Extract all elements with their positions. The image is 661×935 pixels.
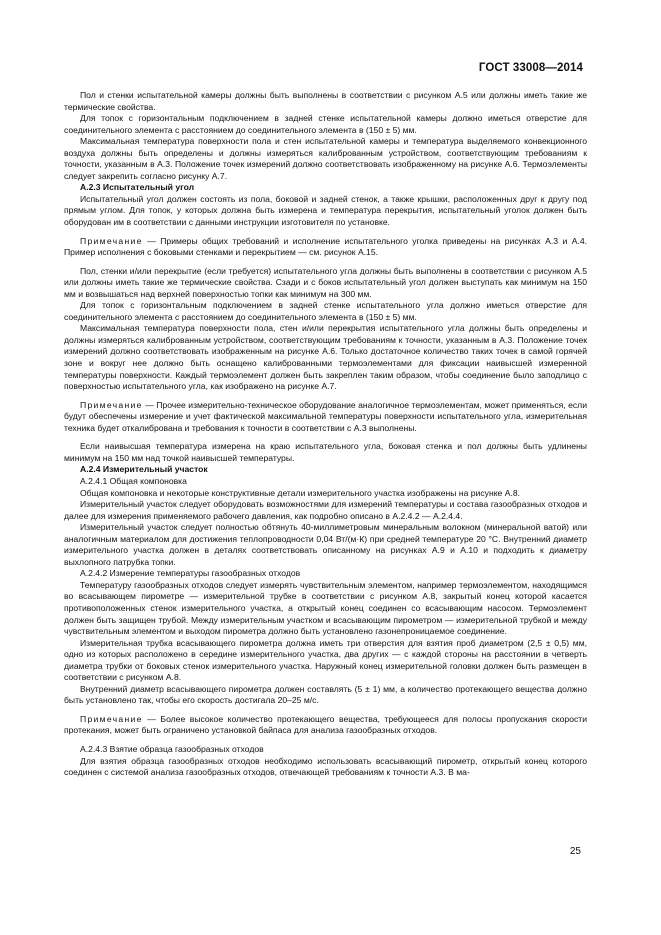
paragraph: Температуру газообразных отходов следует измерять чувствительным элементом, например термоэлементом, находящимся во всасывающем пирометре — измерительной трубке в соответствии с рисунком А.8, закрытый конец которой касается противоположенных стенок измерительного участка, а открытый конец соединен со всасывающим насосом. Термоэлемент должен быть защищен трубой. Между измерительным участком и всасывающим пирометром — измерительной трубкой и между чувствительным элементом и выходом пирометра должно быть установлено газонепроницаемое соединение. bbox=[64, 579, 587, 637]
subsection-heading: А.2.4.2 Измерение температуры газообразных отходов bbox=[80, 568, 301, 579]
document-body bbox=[64, 90, 587, 779]
note bbox=[64, 714, 587, 737]
note-text: — Более высокое количество протекающего вещества, требующееся для полосы пропускания скорости протекания, может быть ограничено установкой байпаса для анализа газообразных отходов. bbox=[64, 713, 588, 736]
paragraph: Испытательный угол должен состоять из пола, боковой и задней стенок, а также крышки, расположенных друг к другу под прямым углом. Для топок, у которых должна быть измерена и температура перекрытия, испытательный уголок должен быть оборудован им в соответствии с данными инструкции изготовителя по установке. bbox=[64, 193, 587, 228]
section-heading: А.2.4 Измерительный участок bbox=[80, 464, 208, 475]
paragraph: Для взятия образца газообразных отходов необходимо использовать всасывающий пирометр, открытый конец которого соединен с системой анализа газообразных отходов, отвечающей требованиям к точности А.3. В ма- bbox=[64, 755, 587, 778]
subsection-heading: А.2.4.1 Общая компоновка bbox=[80, 475, 187, 486]
document-header: ГОСТ 33008—2014 bbox=[478, 62, 583, 74]
note-text: — Прочее измерительно-техническое оборудование аналогичное термоэлементам, может применяться, если будут обеспечены измерение и учет фактической максимальной температуры поверхности испытательного угла, измерительная техника будет откалибрована и требования к точности в соответствии с А.3 выполнены. bbox=[64, 399, 587, 433]
page-number: 25 bbox=[569, 846, 581, 857]
paragraph: Измерительный участок следует оборудовать возможностями для измерений температуры и состава газообразных отходов и далее для измерения применяемого рабочего давления, как подробно описано в А.2.4.2 — А.2.4.4. bbox=[64, 499, 587, 521]
note-label: Примечание bbox=[80, 399, 143, 410]
paragraph: Если наивысшая температура измерена на краю испытательного угла, боковая стенка и пол должны быть удлинены минимум на 150 мм над точкой наивысшей температуры. bbox=[64, 441, 587, 463]
paragraph: Измерительный участок следует полностью обтянуть 40-миллиметровым минеральным волокном (минеральной ватой) или аналогичным материалом для достижения теплопроводности 0,04 Вт/(м·К) при средней температуре 20 °С. Внутренний диаметр измерительного участка должен в деталях соответствовать описанному на рисунках А.9 и А.10 и подходить к диаметру выхлопного патрубка топки. bbox=[64, 522, 587, 567]
subsection-heading: А.2.4.3 Взятие образца газообразных отходов bbox=[80, 743, 264, 754]
paragraph: Пол, стенки и/или перекрытие (если требуется) испытательного угла должны быть выполнены в соответствии с рисунком А.5 или должны иметь такие же термические свойства. Сзади и с боков испытательный угол должен выступать как минимум на 150 мм и возвышаться над верхней поверхностью топки как минимум на 300 мм. bbox=[64, 265, 587, 299]
section-heading: А.2.3 Испытательный угол bbox=[80, 182, 195, 193]
note-text: — Примеры общих требований и исполнение испытательного уголка приведены на рисунках А.3 и А.4. Пример исполнения с боковыми стенками и перекрытием — см. рисунок А.15. bbox=[64, 235, 588, 258]
note bbox=[64, 400, 587, 435]
paragraph: Для топок с горизонтальным подключением в задней стенке испытательного угла должно иметься отверстие для соединительного элемента с расстоянием до соединительного элемента в (150 ± 5) мм. bbox=[64, 300, 587, 322]
paragraph: Максимальная температура поверхности пола и стен испытательной камеры и температура выделяемого конвекционного воздуха должны быть определены и должны измеряться калиброванным устройством, соответствующим требованиям к точности, указанным в А.3. Положение точек измерений должно соответствовать изображенному на рисунке А.6. Термоэлементы следует закрепить согласно рисунку А.7. bbox=[64, 136, 587, 181]
paragraph: Внутренний диаметр всасывающего пирометра должен составлять (5 ± 1) мм, а количество протекающего вещества должно быть установлено так, чтобы его скорость достигала 20–25 м/с. bbox=[64, 683, 587, 706]
paragraph: Измерительная трубка всасывающего пирометра должна иметь три отверстия для взятия проб диаметром (2,5 ± 0,5) мм, одно из которых расположено в середине измерительного участка, два других — с каждой стороны на расстоянии в четверть диаметра трубки от боковых стенок измерительного участка. Наружный конец измерительной головки должен быть размещен в соответствии с рисунком А.8. bbox=[64, 637, 587, 683]
note-label: Примечание bbox=[80, 713, 143, 724]
paragraph: Общая компоновка и некоторые конструктивные детали измерительного участка изображены на рисунке А.8. bbox=[80, 487, 521, 498]
paragraph: Для топок с горизонтальным подключением в задней стенке испытательной камеры должно иметься отверстие для соединительного элемента с расстоянием до соединительного элемента в (150 ± 5) мм. bbox=[64, 113, 587, 135]
paragraph: Пол и стенки испытательной камеры должны быть выполнены в соответствии с рисунком А.5 или должны иметь такие же термические свойства. bbox=[64, 90, 587, 112]
paragraph: Максимальная температура поверхности пола, стен и/или перекрытия испытательного угла должны быть определены и должны измеряться калиброванным устройством, соответствующим требованиям к точности, указанным в А.3. Положение точек измерений должно соответствовать изображенным на рисунке А.6. Только достаточное количество таких точек в самой горячей зоне и вокруг нее должно быть оснащено калиброванными термоэлементами для фиксации наивысшей измеренной температуры поверхности. Каждый термоэлемент должен быть закреплен таким образом, чтобы соединение было заподлицо с поверхностью испытательного угла, как изображено на рисунке А.7. bbox=[64, 323, 587, 392]
note-label: Примечание bbox=[80, 235, 143, 246]
note bbox=[64, 236, 587, 259]
